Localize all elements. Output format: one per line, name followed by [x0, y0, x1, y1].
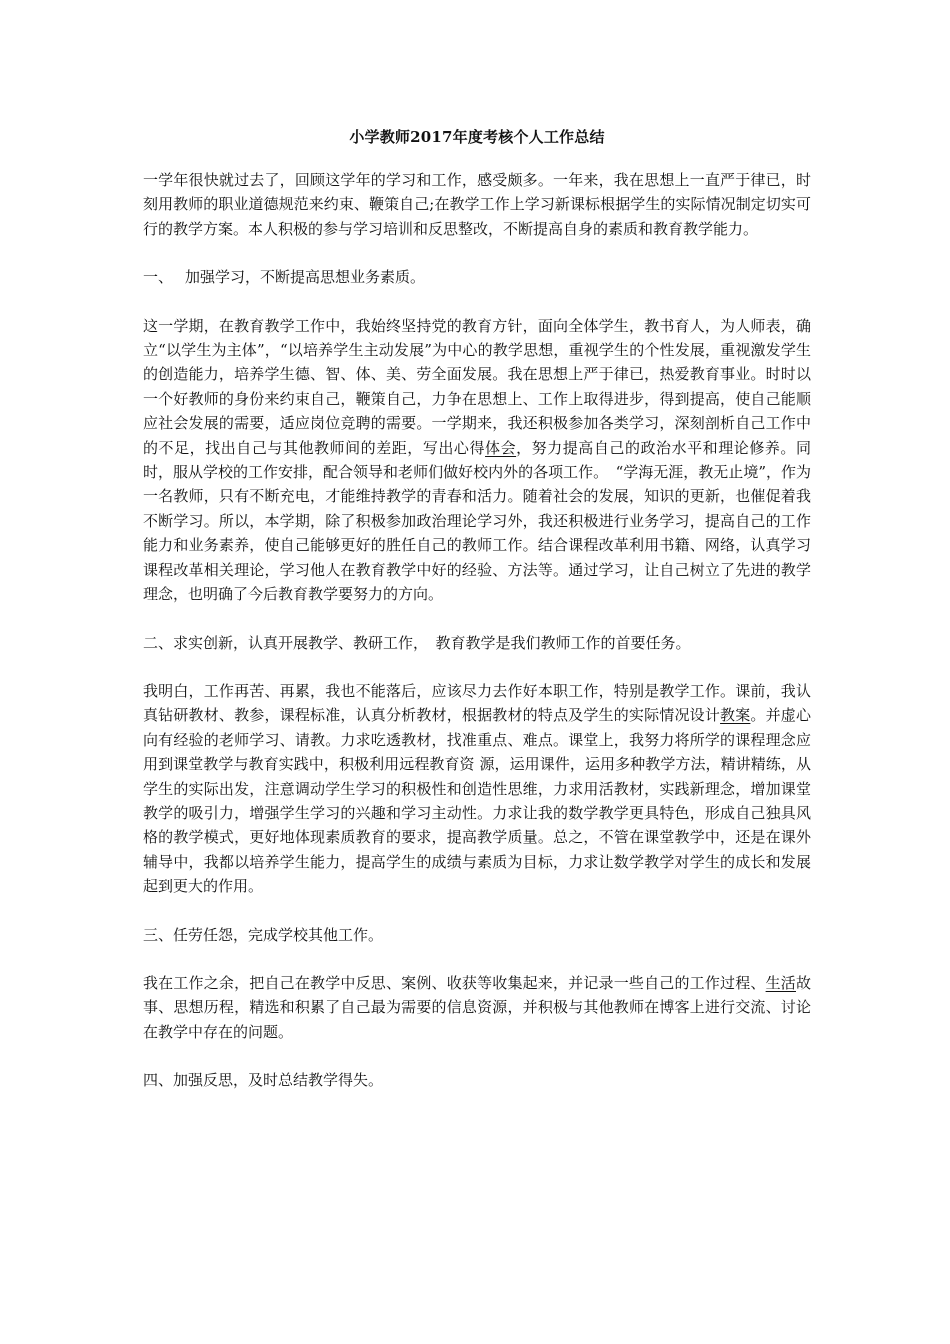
section-1-heading — [143, 265, 811, 289]
document-page — [143, 126, 811, 1117]
section-1-text-b: ，努力提高自己的政治水平和理论修养。同时，服从学校的工作安排，配合领导和老师们做好校内外的各项工作。 “学海无涯，教无止境”，作为一名教师，只有不断充电，才能维持教学的青春和活力。随着社会的发展，知识的更新，也催促着我不断学习。所以，本学期，除了积极参加政治理论学习外，我还积极进行业务学习，提高自己的工作能力和业务素养，使自己能够更好的胜任自己的教师工作。结合课程改革利用书籍、网络，认真学习课程改革相关理论，学习他人在教育教学中好的经验、方法等。通过学习，让自己树立了先进的教学理念，也明确了今后教育教学要努力的方向。 — [143, 438, 811, 604]
section-1-heading-text: 加强学习，不断提高思想业务素质。 — [185, 268, 426, 287]
link-jiaoan[interactable]: 教案 — [720, 706, 751, 725]
section-3-heading: 三、任劳任怨，完成学校其他工作。 — [143, 925, 384, 944]
section-1-paragraph — [143, 314, 811, 607]
section-1-number: 一、 — [143, 268, 174, 287]
link-shenghuo[interactable]: 生活 — [765, 973, 796, 992]
section-3-text-a: 我在工作之余，把自己在教学中反思、案例、收获等收集起来，并记录一些自己的工作过程、 — [143, 973, 766, 992]
section-1-text-a: 这一学期，在教育教学工作中，我始终坚持党的教育方针，面向全体学生，教书育人，为人师表，确立“以学生为主体”，“以培养学生主动发展”为中心的教学思想，重视学生的个性发展，重视激发学生的创造能力，培养学生德、智、体、美、劳全面发展。我在思想上严于律已，热爱教育事业。时时以一个好教师的身份来约束自己，鞭策自己，力争在思想上、工作上取得进步，得到提高，使自己能顺应社会发展的需要，适应岗位竞聘的需要。一学期来，我还积极参加各类学习，深刻剖析自己工作中的不足，找出自己与其他教师间的差距，写出心得 — [143, 316, 811, 457]
document-title: 小学教师2017年度考核个人工作总结 — [349, 128, 605, 146]
section-2-text-b: 。并虚心向有经验的老师学习、请教。力求吃透教材，找准重点、难点。课堂上，我努力将所学的课程理念应用到课堂教学与教育实践中，积极利用远程教育资 源，运用课件，运用多种教学方法，精讲精练，从学生的实际出发，注意调动学生学习的积极性和创造性思维，力求用活教材，实践新理念，增加课堂教学的吸引力，增强学生学习的兴趣和学习主动性。力求让我的数学教学更具特色，形成自己独具风格的教学模式，更好地体现素质教育的要求，提高教学质量。总之，不管在课堂教学中，还是在课外辅导中，我都以培养学生能力，提高学生的成绩与素质为目标，力求让数学教学对学生的成长和发展起到更大的作用。 — [143, 706, 811, 896]
section-2-heading: 二、求实创新，认真开展教学、教研工作， 教育教学是我们教师工作的首要任务。 — [143, 633, 691, 652]
section-2-text-a: 我明白，工作再苦、再累，我也不能落后，应该尽力去作好本职工作，特别是教学工作。课前，我认真钻研教材、教参，课程标准，认真分析教材，根据教材的特点及学生的实际情况设计 — [143, 681, 811, 725]
intro-paragraph: 一学年很快就过去了，回顾这学年的学习和工作，感受颇多。一年来，我在思想上一直严于律已，时刻用教师的职业道德规范来约束、鞭策自己;在教学工作上学习新课标根据学生的实际情况制定切实可行的教学方案。本人积极的参与学习培训和反思整改，不断提高自身的素质和教育教学能力。 — [143, 171, 811, 238]
section-3-text-b: 故事、思想历程，精选和积累了自己最为需要的信息资源，并积极与其他教师在博客上进行交流、讨论在教学中存在的问题。 — [143, 973, 811, 1041]
section-4-heading: 四、加强反思，及时总结教学得失。 — [143, 1071, 384, 1090]
section-3-paragraph — [143, 971, 811, 1044]
section-2-paragraph — [143, 679, 811, 899]
link-tihui[interactable]: 体会 — [485, 438, 517, 457]
